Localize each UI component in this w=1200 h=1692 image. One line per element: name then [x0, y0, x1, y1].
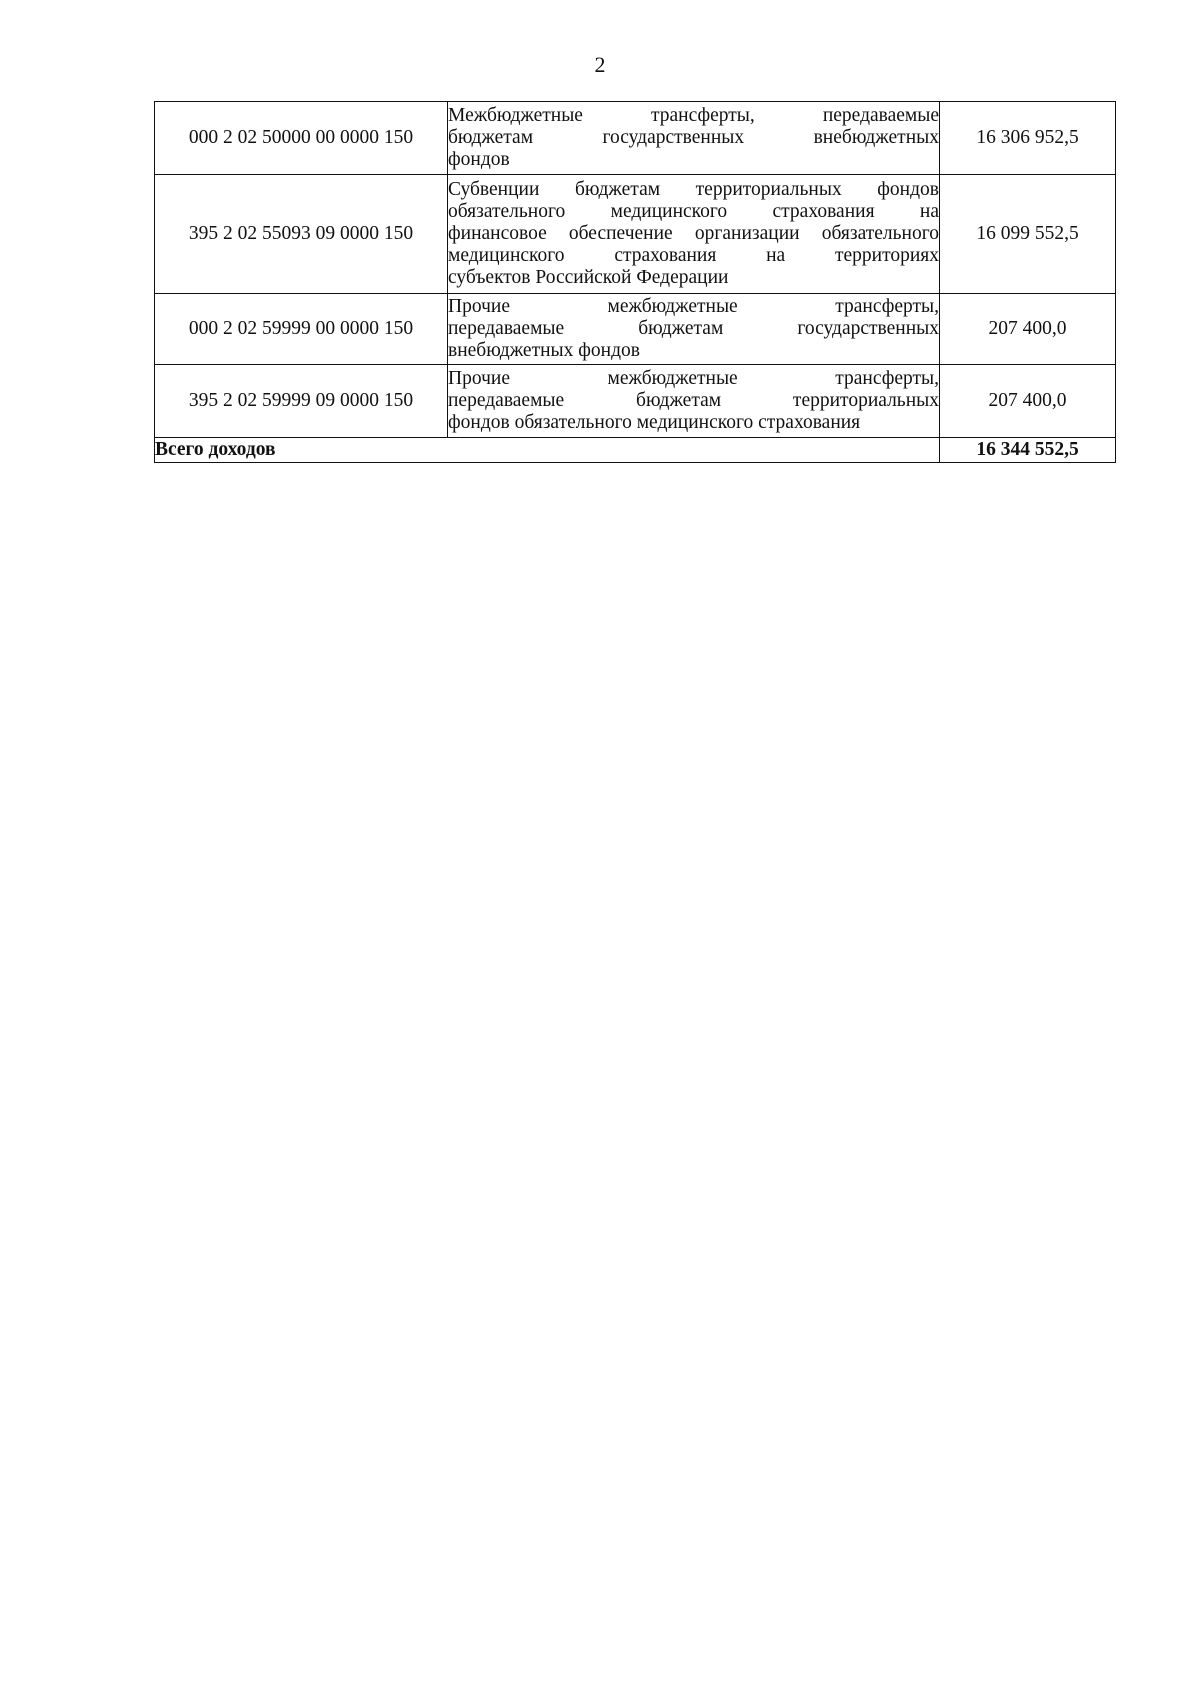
row-description [448, 102, 940, 175]
row-amount: 16 306 952,5 [940, 102, 1116, 175]
description-line: передаваемые бюджетам государственных [448, 318, 939, 339]
row-amount: 207 400,0 [940, 365, 1116, 438]
description-line: Межбюджетные трансферты, передаваемые [448, 105, 939, 126]
total-row [155, 438, 1116, 463]
row-amount: 207 400,0 [940, 294, 1116, 365]
description-line: передаваемые бюджетам территориальных [448, 390, 939, 411]
description-line: субъектов Российской Федерации [448, 267, 729, 288]
table-row [155, 102, 1116, 175]
budget-code: 000 2 02 50000 00 0000 150 [155, 102, 448, 175]
table-row [155, 175, 1116, 294]
table-row [155, 365, 1116, 438]
total-label: Всего доходов [155, 438, 940, 463]
total-amount: 16 344 552,5 [940, 438, 1116, 463]
row-description [448, 294, 940, 365]
budget-code: 395 2 02 55093 09 0000 150 [155, 175, 448, 294]
description-line: Прочие межбюджетные трансферты, [448, 368, 939, 389]
page-number: 2 [594, 52, 606, 77]
budget-code: 000 2 02 59999 00 0000 150 [155, 294, 448, 365]
description-line: фондов [448, 149, 510, 170]
row-description [448, 365, 940, 438]
description-line: Субвенции бюджетам территориальных фондов [448, 179, 939, 200]
table-row [155, 294, 1116, 365]
description-line: бюджетам государственных внебюджетных [448, 127, 939, 148]
description-line: Прочие межбюджетные трансферты, [448, 296, 939, 317]
description-line: внебюджетных фондов [448, 340, 640, 361]
description-line: обязательного медицинского страхования на [448, 201, 939, 222]
row-description [448, 175, 940, 294]
budget-code: 395 2 02 59999 09 0000 150 [155, 365, 448, 438]
revenue-table [154, 101, 1116, 463]
row-amount: 16 099 552,5 [940, 175, 1116, 294]
description-line: финансовое обеспечение организации обязательного [448, 223, 939, 244]
description-line: фондов обязательного медицинского страхования [448, 412, 861, 433]
description-line: медицинского страхования на территориях [448, 245, 939, 266]
